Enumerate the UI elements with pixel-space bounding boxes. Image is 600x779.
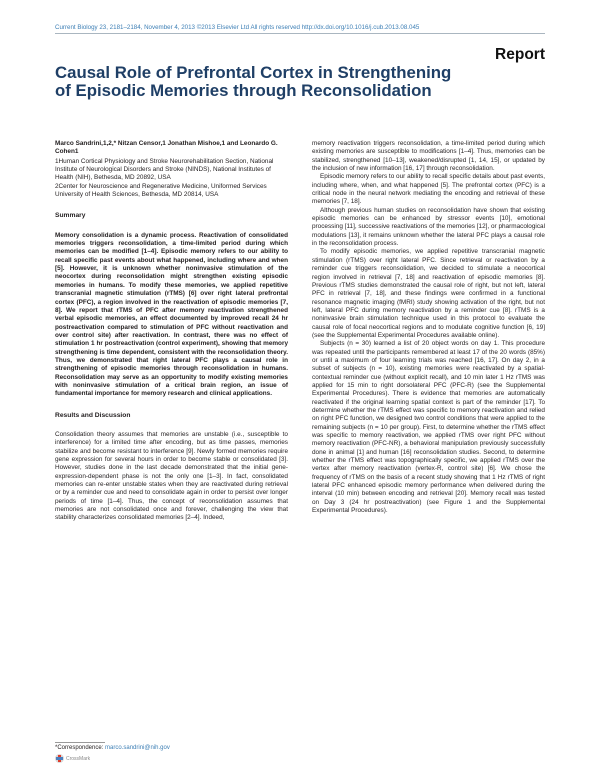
body-paragraph: To modify episodic memories, we applied repetitive transcranial magnetic stimulation (rTMS) over right lateral PFC. Since retrieval or reactivation by a reminder cue triggers reconsolidation, we decided to stimulate a neocortical region involved in retrieval [7, 18] and reactivation of episodic memories [8]. Previous rTMS studies demonstrated the causal role of right, but not left, lateral PFC in retrieval [7, 18], and these findings were confirmed in a functional resonance magnetic imaging (fMRI) study showing activation of the right, but not left, lateral PFC during memory reactivation by a reminder cue [8]. rTMS is a noninvasive brain stimulation technique used in this protocol to evaluate the causal role of focal neocortical regions and to modulate cognitive function [6, 19] (see the Supplemental Experimental Procedures available online). [312,248,545,339]
crossmark-icon [55,754,64,763]
correspondence-footnote [55,745,170,751]
summary-text: Memory consolidation is a dynamic process. Reactivation of consolidated memories triggers reconsolidation, a time-limited period during which memories can be modified [1–4]. Episodic memory refers to our ability to recall specific past events about what happened, including where and when [5]. However, it is unknown whether noninvasive stimulation of the neocortex during reconsolidation might strengthen existing episodic memories in humans. To modify these memories, we applied repetitive transcranial magnetic stimulation (rTMS) [6] over right lateral prefrontal cortex (PFC), a region involved in the reactivation of episodic memories [7, 8]. We report that rTMS of PFC after memory reactivation strengthened verbal episodic memories, an effect documented by improved recall 24 hr postreactivation compared to stimulation of PFC without reactivation and over control site) after reactivation. In contrast, there was no effect of stimulation 1 hr postreactivation (control experiment), showing that memory strengthening is time dependent, consistent with the reconsolidation theory. Thus, we demonstrated that right lateral PFC plays a causal role in strengthening of episodic memories through reconsolidation in humans. Reconsolidation may serve as an opportunity to modify existing memories with noninvasive stimulation of a critical brain region, an issue of fundamental importance for memory research and clinical applications. [55,231,288,398]
body-paragraph: Although previous human studies on reconsolidation have shown that existing episodic memories can be enhanced by stressor events [10], emotional processing [11], successive reactivations of the memories [12], or pharmacological modulations [13], it remains unknown whether the lateral PFC plays a causal role in the reconsolidation process. [312,206,545,248]
article-title: Causal Role of Prefrontal Cortex in Strengthening of Episodic Memories through Reconsolidation [55,63,452,100]
body-paragraph: Episodic memory refers to our ability to recall specific details about past events, including where, when, and what happened [5]. The prefrontal cortex (PFC) is a critical node in the neural network mediating the encoding and retrieval of these memories [7, 18]. [312,173,545,206]
journal-citation: Current Biology 23, 2181–2184, November 4, 2013 ©2013 Elsevier Ltd All rights reserved http://dx.doi.org/10.1016/j.cub.2013.08.045 [55,24,420,31]
author-list: Marco Sandrini,1,2,* Nitzan Censor,1 Jonathan Mishoe,1 and Leonardo G. Cohen1 [55,140,278,156]
header-divider [55,33,545,34]
affiliation-2: 2Center for Neuroscience and Regenerative Medicine, Uniformed Services University of Health Sciences, Bethesda, MD 20814, USA [55,182,267,199]
correspondence-label: *Correspondence: [55,745,106,751]
body-paragraph: Consolidation theory assumes that memories are unstable (i.e., susceptible to interference) for a limited time after encoding, but as time passes, memories stabilize and become resistant to interference [9]. Newly formed memories require gene expression for several hours in order to become stable or consolidated [3]. However, studies done in the last decade demonstrated that the initial gene-expression-dependent phase is not the only one [1–3]. In fact, consolidated memories can re-enter unstable states when they are reactivated during retrieval or by a reminder cue and need to consolidate again in order to persist over longer periods of time [1–4]. Thus, the concept of reconsolidation assumes that memories are not consolidated once and forever, challenging the view that stability characterizes consolidated memories [2–4]. Indeed, [55,430,288,522]
affiliation-1: 1Human Cortical Physiology and Stroke Neurorehabilitation Section, National Institute of Neurological Disorders and Stroke (NINDS), National Institutes of Health (NIH), Bethesda, MD 20892, USA [55,157,274,182]
results-heading: Results and Discussion [55,411,131,419]
summary-heading: Summary [55,212,86,220]
body-paragraph: Subjects (n = 30) learned a list of 20 object words on day 1. This procedure was repeated until the participants remembered at least 17 of the 20 words (85%) or until a maximum of four learning trials was reached [16, 17]. On day 2, in a subset of subjects (n = 10), existing memories were reactivated by a spatial-contextual reminder cue (without explicit recall), and 10 min later 1 Hz rTMS was applied for 15 min to right dorsolateral PFC (PFC-R) (see the Supplemental Experimental Procedures). There is evidence that memories are automatically reactivated if the original learning spatial context is part of the reminder [17]. To determine whether the rTMS effect was specific to memory reactivation and relied on right PFC function, we designed two control conditions that were applied to the remaining subjects (n = 10 per group). First, to determine whether the rTMS effect was specific to memory reactivation, we applied rTMS over right PFC without memory reactivation (PFC-NR), a behavioral manipulation previously successfully done in animal [1] and human [16] reconsolidation studies. Second, to determine whether the rTMS effect was topographically specific, we applied rTMS over the vertex after memory reactivation (vertex-R, control site) [6]. We chose the frequency of rTMS on the basis of a recent study showing that 1 Hz rTMS of right lateral PFC enhanced episodic memory performance when delivered during the interval (10 min) between encoding and retrieval [20]. Memory recall was tested on Day 3 (24 hr postreactivation) (see Figure 1 and the Supplemental Experimental Procedures). [312,340,545,515]
crossmark-badge[interactable] [55,754,90,763]
article-type-label: Report [495,46,545,63]
correspondence-email-link[interactable]: marco.sandrini@nih.gov [105,745,170,751]
body-paragraph: memory reactivation triggers reconsolidation, a time-limited period during which existing memories are susceptible to modifications [1–4]. Thus, memories can be stabilized, strengthened [10–13], weakened/disrupted [1, 14, 15], or updated by the inclusion of new information [16, 17] through reconsolidation. [312,140,545,173]
crossmark-label: CrossMark [66,755,91,762]
footnote-divider [55,742,105,743]
right-column [312,140,545,515]
left-column [55,140,288,523]
